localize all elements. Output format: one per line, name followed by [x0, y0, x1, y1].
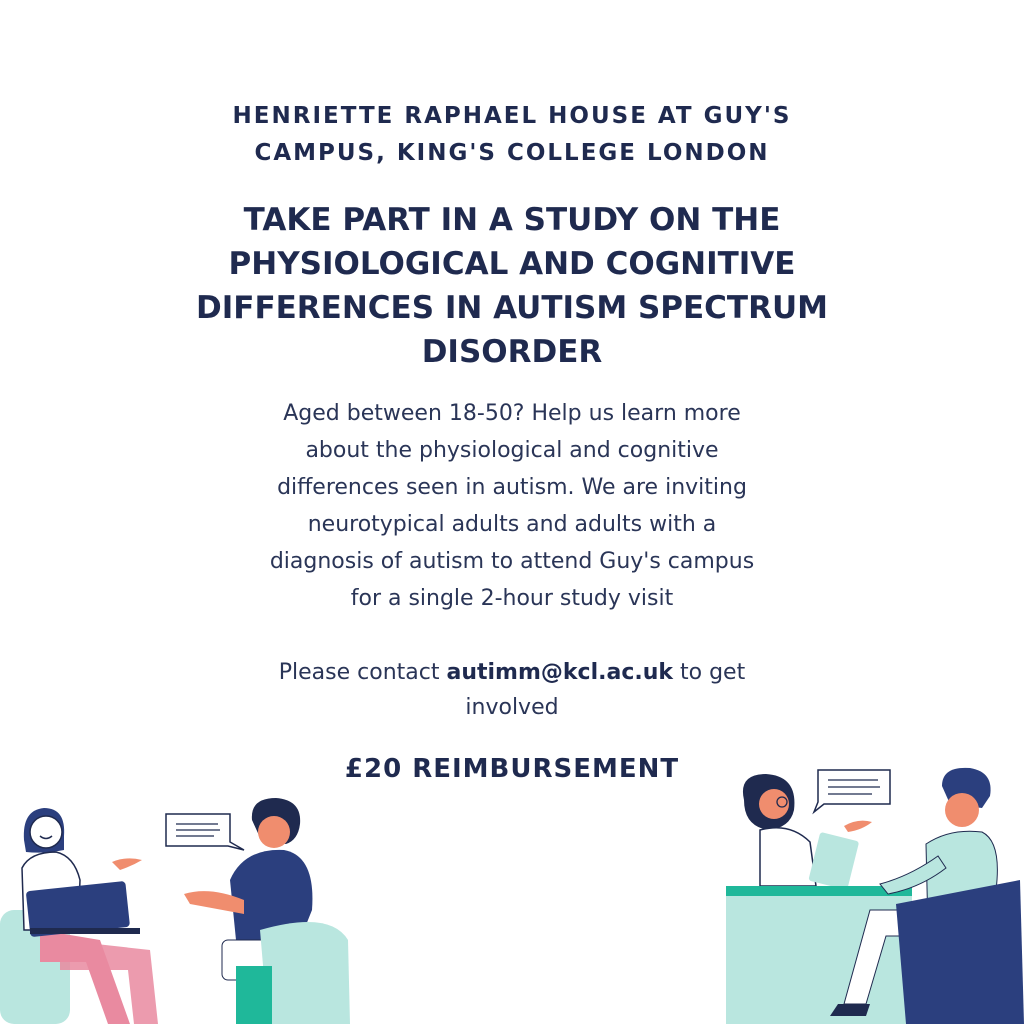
description-line-3: differences seen in autism. We are inviting	[277, 475, 747, 500]
headline-line-3: DIFFERENCES IN AUTISM SPECTRUM	[196, 290, 828, 326]
contact-suffix: to get	[673, 660, 746, 685]
location-heading	[112, 98, 912, 172]
speech-bubble-icon-right	[814, 770, 890, 812]
description-line-5: diagnosis of autism to attend Guy's campus	[269, 549, 755, 574]
contact-line-2: involved	[465, 695, 559, 720]
location-line-1: HENRIETTE RAPHAEL HOUSE AT GUY'S	[232, 103, 792, 129]
contact-email-link[interactable]: autimm@kcl.ac.uk	[446, 660, 674, 685]
woman-with-laptop-figure	[0, 808, 158, 1024]
contact-prefix: Please contact	[278, 660, 447, 685]
description-line-2: about the physiological and cognitive	[305, 438, 719, 463]
headline-line-1: TAKE PART IN A STUDY ON THE	[243, 202, 781, 238]
contact-info	[112, 655, 912, 725]
location-line-2: CAMPUS, KING'S COLLEGE LONDON	[254, 140, 770, 166]
headline-line-4: DISORDER	[421, 334, 603, 370]
speech-bubble-icon	[166, 814, 244, 850]
description-line-4: neurotypical adults and adults with a	[307, 512, 717, 537]
clipboard-icon	[808, 832, 859, 890]
reimbursement-banner: £20 REIMBURSEMENT	[344, 754, 680, 784]
description-line-6: for a single 2-hour study visit	[350, 586, 674, 611]
description-line-1: Aged between 18-50? Help us learn more	[283, 401, 741, 426]
study-description	[112, 395, 912, 617]
consultation-illustration-left	[0, 790, 360, 1024]
study-headline	[112, 198, 912, 374]
headline-line-2: PHYSIOLOGICAL AND COGNITIVE	[228, 246, 796, 282]
consultation-illustration-right	[720, 760, 1024, 1024]
